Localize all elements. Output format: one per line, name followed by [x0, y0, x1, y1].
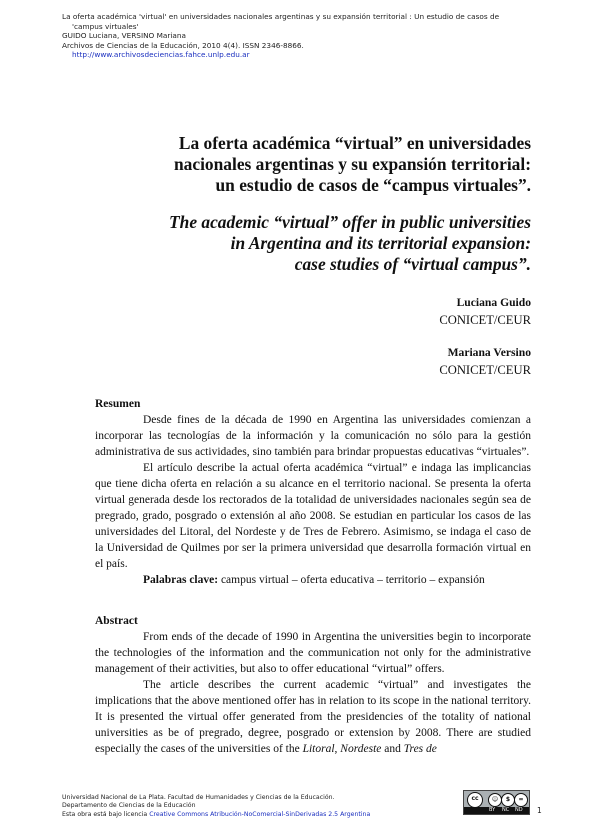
title-english [61, 212, 531, 275]
resumen-section [95, 396, 531, 588]
badge-nc: NC [502, 807, 510, 813]
header-url-link[interactable]: http://www.archivosdeciencias.fahce.unlp.edu.ar [72, 50, 250, 60]
author-name: Mariana Versino [447, 346, 531, 359]
author-block [439, 345, 531, 378]
abstract-text: The article describes the current academic “virtual” and investigates the implications that the above mentioned offer has in relation to its scope in the national territory. It is presented the virtual offer generated from the presidencies of the totality of national universities as be of pregrado, degree, posgrado or extension by 2008. There are studied especially the cases of the universities of the [95, 679, 531, 755]
header-article-title-cont: 'campus virtuales' [72, 21, 139, 31]
title-en-line: The academic “virtual” offer in public universities [169, 212, 531, 232]
abstract-heading: Abstract [95, 615, 138, 627]
univ-tres-de-febrero: Tres de [403, 743, 437, 755]
author-name: Luciana Guido [456, 296, 531, 309]
keywords-list: campus virtual – oferta educativa – territorio – expansión [218, 574, 485, 586]
footer-institution: Universidad Nacional de La Plata. Facultad de Humanidades y Ciencias de la Educación. [62, 794, 335, 801]
keywords [95, 572, 531, 588]
abstract-section [95, 613, 531, 757]
title-es-line: nacionales argentinas y su expansión territorial: [174, 154, 531, 174]
badge-by: BY [489, 807, 496, 813]
person-icon: ☺ [488, 793, 502, 807]
badge-nd: ND [515, 807, 523, 813]
abstract-text: and [381, 743, 404, 755]
cc-license-badge[interactable] [463, 790, 530, 815]
license-link[interactable]: Creative Commons Atribución-NoComercial-SinDerivadas 2.5 Argentina [149, 810, 371, 818]
resumen-heading: Resumen [95, 398, 141, 410]
resumen-paragraph: Desde fines de la década de 1990 en Argentina las universidades comienzan a incorporar las tecnologías de la información y la comunicación no sólo para la gestión administrativa de sus actividades, sino también para brindar propuestas educativas “virtuales”. [95, 414, 531, 458]
title-en-line: in Argentina and its territorial expansion: [230, 233, 531, 253]
abstract-paragraph: From ends of the decade of 1990 in Argentina the universities begin to incorporate the technologies of the information and the communication not only for the administrative management of their activities, but also to offer educational “virtual” offers. [95, 631, 531, 675]
equals-icon: = [514, 793, 528, 807]
header-article-title: La oferta académica 'virtual' en universidades nacionales argentinas y su expansión territorial : Un estudio de casos de [62, 12, 500, 21]
header-journal: Archivos de Ciencias de la Educación, 2010 4(4). ISSN 2346-8866. [62, 40, 304, 50]
footer-department: Departamento de Ciencias de la Educación [62, 802, 196, 810]
title-es-line: un estudio de casos de “campus virtuales”. [215, 175, 531, 195]
author-affiliation: CONICET/CEUR [439, 312, 531, 327]
keywords-label: Palabras clave: [143, 574, 219, 586]
title-en-line: case studies of “virtual campus”. [294, 254, 531, 274]
no-dollar-icon: $ [501, 793, 515, 807]
title-spanish [61, 133, 531, 196]
running-header [62, 12, 542, 60]
author-block [439, 295, 531, 328]
page-footer [62, 794, 462, 819]
footer-license [62, 811, 462, 819]
abstract-text: , [334, 743, 341, 755]
page-number: 1 [537, 806, 542, 815]
resumen-paragraph: El artículo describe la actual oferta académica “virtual” e indaga las implicancias que tiene dicha oferta en relación a su alcance en el territorio nacional. Se presenta la oferta virtual generada desde los rectorados de la totalidad de universidades nacionales según sea de pregrado, grado, posgrado o extensión al año 2008. Se estudian en particular los casos de las universidades del Litoral, del Nordeste y de Tres de Febrero. Asimismo, se indaga el caso de la Universidad de Quilmes por ser la primera universidad que desarrolla formación virtual en el país. [95, 462, 531, 570]
header-authors: GUIDO Luciana, VERSINO Mariana [62, 31, 186, 41]
abstract-paragraph [95, 677, 531, 757]
footer-license-text: Esta obra está bajo licencia [62, 810, 150, 818]
univ-nordeste: Nordeste [340, 743, 382, 755]
author-affiliation: CONICET/CEUR [439, 362, 531, 377]
cc-logo-icon: cc [467, 792, 483, 808]
title-es-line: La oferta académica “virtual” en universidades [178, 133, 531, 153]
univ-litoral: Litoral [302, 743, 335, 755]
